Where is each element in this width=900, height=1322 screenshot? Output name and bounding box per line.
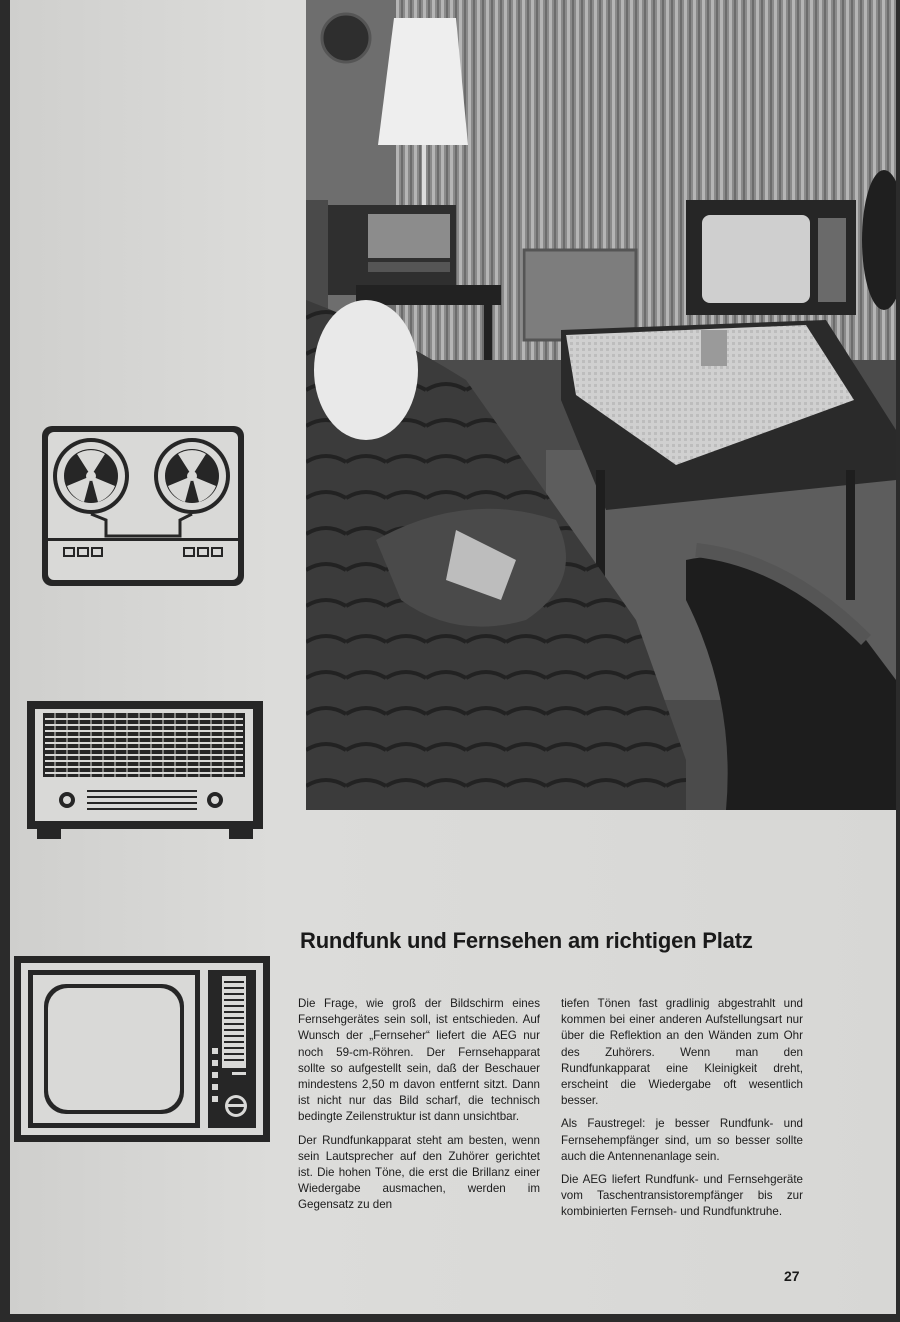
living-room-photo	[306, 0, 896, 810]
page-number: 27	[784, 1268, 800, 1284]
paragraph: Die AEG liefert Rundfunk- und Fernsehgeräte vom Taschentransistorempfänger bis zur kombinierten Fernseh- und Rundfunktruhe.	[561, 1173, 803, 1219]
text-column-left	[298, 996, 540, 1221]
text-column-right	[561, 996, 803, 1228]
paragraph: Der Rundfunkapparat steht am besten, wenn sein Lautsprecher auf den Zuhörer gerichtet ist. Die hohen Töne, die erst die Brillanz einer Wiedergabe ausmachen, werden im Gegensatz zu den	[298, 1133, 540, 1212]
paragraph: Als Faustregel: je besser Rundfunk- und Fernsehempfänger sind, um so besser sollte auch die Antennenanlage sein.	[561, 1117, 803, 1163]
paragraph: Die Frage, wie groß der Bildschirm eines Fernsehgerätes sein soll, ist entschieden. Auf Wunsch der „Fernseher“ liefert die AEG nur noch 59-cm-Röhren. Der Fernsehapparat sollte so aufgestellt sein, daß der Beschauer mindestens 2,50 m davon entfernt sitzt. Dann ist nicht nur das Bild scharf, die technisch bedingte Zeilenstruktur ist dann unsichtbar.	[298, 997, 540, 1124]
tape-recorder-icon	[40, 424, 246, 588]
television-icon	[14, 956, 270, 1142]
article-title: Rundfunk und Fernsehen am richtigen Platz	[300, 928, 753, 953]
paragraph: tiefen Tönen fast gradlinig abgestrahlt und kommen bei einer anderen Aufstellungsart nur über die Reflektion an den Wänden zum Ohr des Zuhörers. Wenn man den Rundfunkapparat eine Kleinigkeit dreht, erscheint die Wiedergabe oft wesentlich besser.	[561, 997, 803, 1108]
page	[10, 0, 896, 1314]
radio-icon	[25, 699, 265, 841]
